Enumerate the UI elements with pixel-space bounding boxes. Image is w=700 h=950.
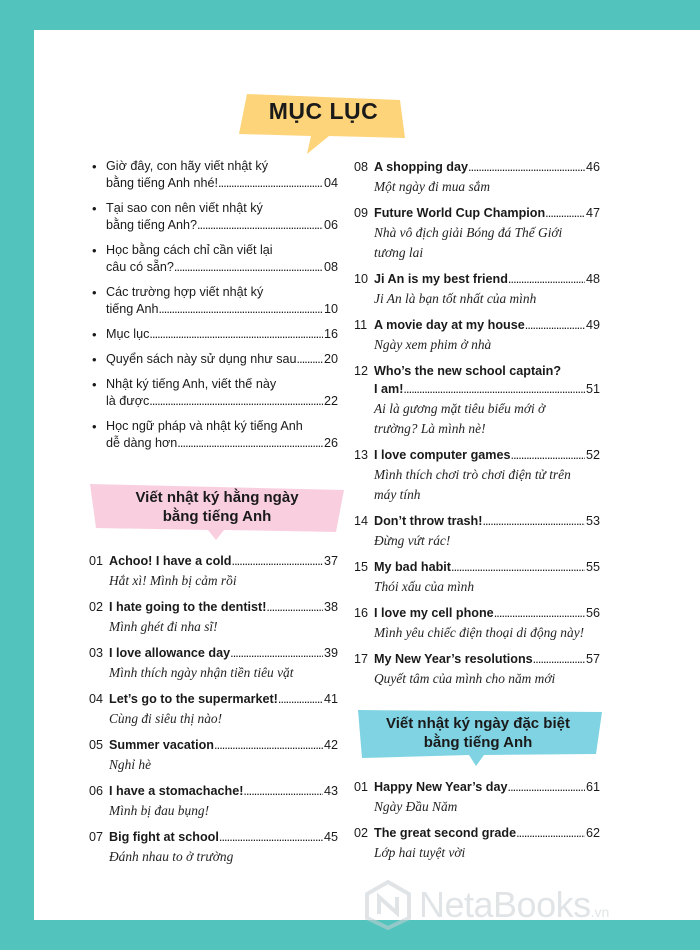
toc-line — [106, 351, 338, 368]
entry-title-text: Happy New Year’s day — [374, 780, 508, 794]
entry-title-text: Achoo! I have a cold — [109, 554, 232, 568]
entry-title — [374, 316, 600, 334]
toc-text: câu có sẵn? — [106, 260, 174, 274]
dot-leader — [159, 301, 323, 318]
toc-entry — [354, 204, 600, 262]
page-title: MỤC LỤC — [268, 98, 379, 124]
toc-entry — [89, 782, 338, 820]
entry-number: 13 — [354, 448, 369, 462]
intro-item — [92, 242, 338, 276]
page-number: 43 — [323, 784, 338, 798]
toc-text: bằng tiếng Anh? — [106, 218, 198, 232]
dot-leader — [231, 552, 323, 570]
entry-title-text: I love computer games — [374, 448, 511, 462]
entry-title — [374, 512, 600, 530]
section-banner-special — [354, 708, 602, 766]
entry-title-text: I hate going to the dentist! — [109, 600, 267, 614]
entry-subtitle: Hắt xì! Mình bị cảm rồi — [109, 573, 237, 588]
dot-leader — [525, 316, 585, 334]
toc-entry — [89, 644, 338, 682]
dot-leader — [174, 259, 323, 276]
intro-line: • Nhật ký tiếng Anh, viết thế này — [106, 377, 277, 391]
entry-subtitle: Lớp hai tuyệt vời — [374, 845, 466, 860]
toc-entry — [89, 552, 338, 590]
page-number: 37 — [323, 554, 338, 568]
entry-title — [374, 380, 600, 398]
toc-entry — [354, 316, 600, 354]
dot-leader — [482, 512, 585, 530]
toc-text: • Mục lục — [106, 327, 150, 341]
dot-leader — [468, 158, 585, 176]
entry-subtitle: Ngày xem phim ở nhà — [374, 337, 492, 352]
entry-title — [374, 604, 600, 622]
entry-number: 12 — [354, 364, 369, 378]
entry-number: 15 — [354, 560, 369, 574]
page-number: 62 — [585, 826, 600, 840]
entry-subtitle: Ji An là bạn tốt nhất của mình — [374, 291, 537, 306]
netabooks-logo-icon — [365, 880, 411, 930]
entry-title-text: I am! — [374, 382, 404, 396]
entry-subtitle: Ngày Đầu Năm — [374, 799, 458, 814]
dot-leader — [507, 778, 585, 796]
entry-subtitle: Mình thích chơi trò chơi điện tử trên — [374, 467, 571, 482]
toc-text: • Quyển sách này sử dụng như sau — [106, 352, 297, 366]
dot-leader — [297, 351, 323, 368]
entry-title-text: Ji An is my best friend — [374, 272, 508, 286]
intro-line: • Học bằng cách chỉ cần viết lại — [106, 243, 273, 257]
toc-line — [106, 217, 338, 234]
entry-subtitle: Nghỉ hè — [109, 757, 152, 772]
intro-line: • Tại sao con nên viết nhật ký — [106, 201, 263, 215]
intro-item — [92, 284, 338, 318]
entry-title — [374, 270, 600, 288]
dot-leader — [545, 204, 585, 222]
dot-leader — [219, 828, 323, 846]
entry-title-text: Let’s go to the supermarket! — [109, 692, 278, 706]
entry-subtitle: Cùng đi siêu thị nào! — [109, 711, 223, 726]
entry-title-text: A shopping day — [374, 160, 468, 174]
entry-number: 04 — [89, 692, 104, 706]
toc-entry — [354, 650, 600, 688]
entry-number: 09 — [354, 206, 369, 220]
entry-number: 06 — [89, 784, 104, 798]
dot-leader — [218, 175, 323, 192]
page-number: 57 — [585, 652, 600, 666]
page-number: 39 — [323, 646, 338, 660]
section-banner-daily — [90, 482, 344, 540]
toc-line — [106, 435, 338, 452]
entry-title — [109, 736, 338, 754]
entry-subtitle: Ai là gương mặt tiêu biểu mới ở — [374, 401, 546, 416]
entry-title-text: The great second grade — [374, 826, 517, 840]
entry-number: 17 — [354, 652, 369, 666]
entry-subtitle: tương lai — [374, 245, 424, 260]
dot-leader — [214, 736, 323, 754]
entry-number: 14 — [354, 514, 369, 528]
dot-leader — [177, 435, 323, 452]
entry-subtitle: Mình yêu chiếc điện thoại di động này! — [374, 625, 585, 640]
entry-title — [109, 598, 338, 616]
toc-entry — [354, 778, 600, 816]
dot-leader — [230, 644, 323, 662]
entry-title-text: Don’t throw trash! — [374, 514, 483, 528]
page-number: 48 — [585, 272, 600, 286]
entry-title — [374, 204, 600, 222]
entry-subtitle: Đừng vứt rác! — [374, 533, 451, 548]
daily-entries-left — [89, 552, 338, 874]
special-entries — [354, 778, 600, 870]
title-bubble — [237, 92, 410, 156]
toc-text: dễ dàng hơn — [106, 436, 178, 450]
watermark-brand: NetaBooks — [419, 884, 591, 925]
page-number: 10 — [323, 302, 338, 316]
page-number: 49 — [585, 318, 600, 332]
dot-leader — [451, 558, 585, 576]
page-number: 51 — [585, 382, 600, 396]
dot-leader — [197, 217, 323, 234]
intro-item — [92, 158, 338, 192]
intro-item — [92, 200, 338, 234]
entry-title-text: Summer vacation — [109, 738, 214, 752]
page-number: 42 — [323, 738, 338, 752]
toc-text: tiếng Anh — [106, 302, 159, 316]
intro-item — [92, 376, 338, 410]
entry-subtitle: máy tính — [374, 487, 421, 502]
entry-number: 03 — [89, 646, 104, 660]
page-number: 46 — [585, 160, 600, 174]
entry-subtitle: Nhà vô địch giải Bóng đá Thế Giới — [374, 225, 563, 240]
entry-subtitle: Mình ghét đi nha sĩ! — [109, 619, 218, 634]
toc-line — [106, 175, 338, 192]
entry-title — [374, 446, 600, 464]
dot-leader — [266, 598, 323, 616]
entry-title — [109, 552, 338, 570]
entry-number: 07 — [89, 830, 104, 844]
entry-subtitle: Đánh nhau to ở trường — [109, 849, 234, 864]
entry-number: 02 — [89, 600, 104, 614]
entry-title — [109, 690, 338, 708]
special-section-line1: Viết nhật ký ngày đặc biệt — [386, 715, 570, 732]
entry-title — [374, 650, 600, 668]
page-number: 22 — [323, 394, 338, 408]
entry-number: 05 — [89, 738, 104, 752]
toc-entry — [354, 824, 600, 862]
intro-line: • Các trường hợp viết nhật ký — [106, 285, 264, 299]
dot-leader — [149, 326, 323, 343]
toc-entry — [354, 604, 600, 642]
entry-number: 11 — [354, 318, 368, 332]
page-number: 52 — [585, 448, 600, 462]
intro-list — [92, 158, 338, 460]
page-number: 38 — [323, 600, 338, 614]
toc-entry — [89, 598, 338, 636]
page-number: 06 — [323, 218, 338, 232]
toc-line — [106, 259, 338, 276]
page-number: 53 — [585, 514, 600, 528]
page-number: 45 — [323, 830, 338, 844]
entry-title-text: I love allowance day — [109, 646, 231, 660]
entry-title-text: A movie day at my house — [374, 318, 525, 332]
entry-title — [374, 824, 600, 842]
toc-entry — [354, 446, 600, 504]
entry-number: 10 — [354, 272, 369, 286]
dot-leader — [510, 446, 585, 464]
toc-line — [106, 301, 338, 318]
dot-leader — [508, 270, 585, 288]
entry-subtitle: Thói xấu của mình — [374, 579, 475, 594]
entry-subtitle: Quyết tâm của mình cho năm mới — [374, 671, 556, 686]
entry-title — [109, 828, 338, 846]
entry-number: 02 — [354, 826, 369, 840]
dot-leader — [149, 393, 323, 410]
entry-subtitle: Mình bị đau bụng! — [109, 803, 210, 818]
entry-title — [374, 558, 600, 576]
intro-item — [92, 351, 338, 368]
dot-leader — [278, 690, 323, 708]
dot-leader — [403, 380, 585, 398]
page-number: 20 — [323, 352, 338, 366]
toc-text: là được — [106, 394, 150, 408]
intro-line: • Học ngữ pháp và nhật ký tiếng Anh — [106, 419, 303, 433]
toc-text: bằng tiếng Anh nhé! — [106, 176, 219, 190]
entry-number: 16 — [354, 606, 369, 620]
dot-leader — [516, 824, 585, 842]
entry-title-text: I have a stomachache! — [109, 784, 244, 798]
toc-entry — [354, 362, 600, 438]
entry-title-line1: Who’s the new school captain? — [374, 364, 562, 378]
page-number: 08 — [323, 260, 338, 274]
special-section-line2: bằng tiếng Anh — [423, 734, 533, 751]
entry-title — [109, 782, 338, 800]
toc-entry — [354, 558, 600, 596]
entry-title-text: Big fight at school — [109, 830, 219, 844]
page-number: 26 — [323, 436, 338, 450]
watermark-suffix: .vn — [590, 904, 610, 920]
dot-leader — [494, 604, 585, 622]
watermark — [365, 878, 685, 932]
toc-entry — [354, 512, 600, 550]
entry-title — [109, 644, 338, 662]
entry-title-text: Future World Cup Champion — [374, 206, 546, 220]
entry-subtitle: trường? Là mình nè! — [374, 421, 486, 436]
entry-title-text: I love my cell phone — [374, 606, 494, 620]
toc-entry — [354, 270, 600, 308]
entry-subtitle: Một ngày đi mua sắm — [374, 179, 491, 194]
entry-number: 08 — [354, 160, 369, 174]
toc-entry — [89, 690, 338, 728]
toc-entry — [354, 158, 600, 196]
toc-line — [106, 326, 338, 343]
entry-number: 01 — [89, 554, 104, 568]
page-number: 56 — [585, 606, 600, 620]
page-number: 47 — [585, 206, 600, 220]
daily-entries-right — [354, 158, 600, 696]
toc-line — [106, 393, 338, 410]
page-number: 04 — [323, 176, 338, 190]
toc-entry — [89, 736, 338, 774]
entry-number: 01 — [354, 780, 369, 794]
page-number: 61 — [585, 780, 600, 794]
entry-subtitle: Mình thích ngày nhận tiền tiêu vặt — [109, 665, 294, 680]
dot-leader — [243, 782, 323, 800]
dot-leader — [533, 650, 585, 668]
intro-item — [92, 418, 338, 452]
daily-section-line1: Viết nhật ký hằng ngày — [135, 489, 299, 506]
intro-item — [92, 326, 338, 343]
intro-line: • Giờ đây, con hãy viết nhật ký — [106, 159, 269, 173]
page-number: 16 — [323, 327, 338, 341]
entry-title-text: My New Year’s resolutions — [374, 652, 533, 666]
page-number: 55 — [585, 560, 600, 574]
daily-section-line2: bằng tiếng Anh — [162, 508, 272, 525]
entry-title-text: My bad habit — [374, 560, 451, 574]
toc-entry — [89, 828, 338, 866]
page-number: 41 — [323, 692, 338, 706]
entry-title — [374, 778, 600, 796]
entry-title — [374, 158, 600, 176]
